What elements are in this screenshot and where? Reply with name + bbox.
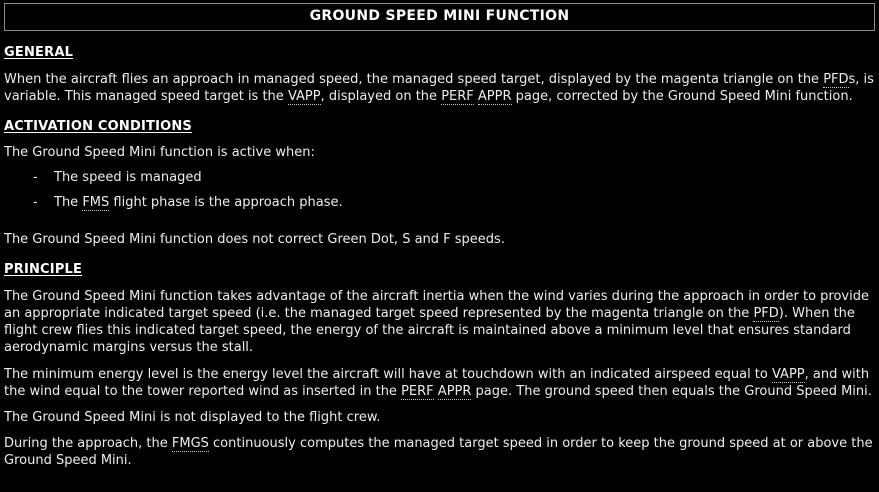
- list-item: [33, 169, 875, 186]
- abbreviation-link[interactable]: APPR: [437, 384, 472, 399]
- abbreviation-link[interactable]: APPR: [477, 89, 512, 104]
- abbreviation-link[interactable]: PERF: [401, 384, 434, 399]
- section-heading-activation-conditions: ACTIVATION CONDITIONS: [4, 119, 192, 134]
- paragraph-principle-2: The minimum energy level is the energy level the aircraft will have at touchdown with an indicated airspeed equal to VAPP, and with the wind equal to the tower reported wind as inserted in the PERF APPR page. The ground speed then equals the Ground Speed Mini.: [4, 367, 872, 399]
- paragraph-principle-1: The Ground Speed Mini function takes advantage of the aircraft inertia when the wind varies during the approach in order to provide an appropriate indicated target speed (i.e. the managed target speed represented by the magenta triangle on the PFD). When the flight crew flies this indicated target speed, the energy of the aircraft is maintained above a minimum level that ensures standard aerodynamic margins versus the stall.: [4, 289, 869, 355]
- page-title-box: [4, 3, 875, 31]
- section-heading-general: GENERAL: [4, 45, 74, 60]
- list-item: [33, 194, 875, 211]
- activation-conditions-list: [4, 169, 875, 211]
- abbreviation-link[interactable]: PFD: [823, 72, 849, 87]
- list-item-text: The speed is managed: [54, 170, 202, 185]
- dash-marker: -: [33, 170, 38, 185]
- page-title: GROUND SPEED MINI FUNCTION: [309, 8, 570, 24]
- paragraph-principle-4: During the approach, the FMGS continuously computes the managed target speed in order to keep the ground speed at or above the Ground Speed Mini.: [4, 436, 873, 468]
- abbreviation-link[interactable]: PERF: [441, 89, 474, 104]
- abbreviation-link[interactable]: FMS: [82, 195, 110, 210]
- paragraph-principle-3: The Ground Speed Mini is not displayed to the flight crew.: [4, 410, 381, 425]
- abbreviation-link[interactable]: PFD: [753, 306, 779, 321]
- dash-marker: -: [33, 195, 38, 210]
- abbreviation-link[interactable]: VAPP: [772, 367, 805, 382]
- paragraph-activation-intro: The Ground Speed Mini function is active when:: [4, 145, 315, 160]
- paragraph-activation-note: The Ground Speed Mini function does not correct Green Dot, S and F speeds.: [4, 232, 505, 247]
- abbreviation-link[interactable]: VAPP: [287, 89, 321, 104]
- section-heading-principle: PRINCIPLE: [4, 262, 83, 277]
- list-item-text: The FMS flight phase is the approach phase.: [54, 195, 343, 210]
- abbreviation-link[interactable]: FMGS: [171, 436, 209, 451]
- paragraph-general-1: When the aircraft flies an approach in managed speed, the managed speed target, displayed by the magenta triangle on the PFDs, is variable. This managed speed target is the VAPP, displayed on the PERF APPR page, corrected by the Ground Speed Mini function.: [4, 72, 874, 104]
